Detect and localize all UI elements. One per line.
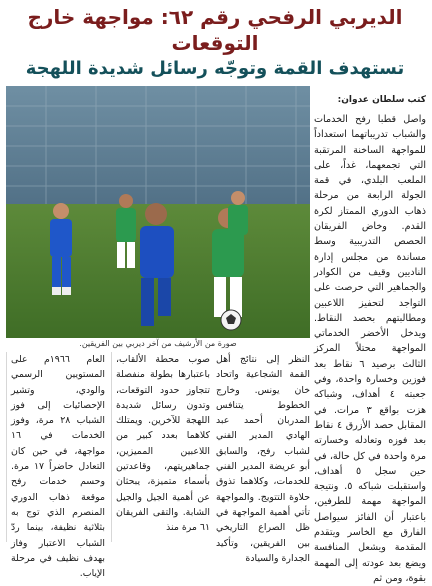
article-bottom-columns [6,352,310,580]
photo-caption: صورة من الأرشيف من آخر ديربي بين الفريقين. [79,339,237,348]
byline: كتب سلطان عدوان: [337,95,426,105]
article-column-3 [6,352,106,580]
article-column-2 [111,352,210,542]
headline-line-1: الديربي الرفحي رقم ٦٢: مواجهة خارج التوقعات [27,5,403,55]
football-photo-illustration [6,86,310,338]
article-text-right: واصل قطبا رفح الخدمات والشباب تدريباتهما استعداداً للمواجهة الساخنة المرتقبة التي تجمعهما، غداً، على الملعب البلدي، في قمة الجولة الرابعة من مرحلة ذهاب الدوري الممتاز لكرة القدم. وخاض الفريقان الحصص التدريبية وسط مساندة من مجلس إدارة الناديين وقيف من الكوادر والجماهير التي حرصت على التواجد لتحفيز اللاعبين ومطالبتهم بحصد النقاط. ويدخل الأخضر الخدماتي المواجهة محتلاً المركز الثالث برصيد ٦ نقاط بعد فوزين وخسارة واحدة، وفي جعبته ٤ أهداف، وشباكه هزت بواقع ٣ مرات. في المقابل حصد الأزرق ٤ نقاط بعد فوزه وتعادله وخسارته مرة واحدة في كل حالة، في حين سجل ٥ أهداف، واستقبلت شباكه ٥. ونتيجة المواجهة مهمة للطرفين، باعتبار أن الفائز سيواصل الفارق مع الخاسر ويتقدم المقدمة ويشعل المنافسة ويضع بعد عودته إلى المهمة بقوة، ومن ثم [314,114,426,584]
headline [4,4,426,84]
headline-line-2: تستهدف القمة وتوجّه رسائل شديدة اللهجة [25,58,405,79]
article-column-right [314,112,426,584]
article-text-3: العام ١٩٦٦م على المستويين الرسمي والودي، وتشير الإحصائيات إلى فوز الشباب ٢٨ مرة، وفوز الخدمات في ١٦ مواجهة، في حين كان التعادل حاضراً ١٧ مرة. وحسم خدمات رفح موقعة ذهاب الدوري المنصرم الذي توج به بثلاثية نظيفة، بينما ردّ الشباب الاعتبار وفاز بهدف نظيف في مرحلة الإياب. [11,354,106,580]
article-column-1 [216,352,310,564]
article-text-2: صوب محطة الألقاب، باعتبارها بطولة منفصلة تتجاوز حدود التوقعات، وتدون رسائل شديدة اللهجة للآخرين. ويمتلك كلاهما بعدد كبير من اللاعبين المميزين، جماهيريتهم، وقاعدتين بأسماء متميزة، يبحثان عن أهمية الجيل والجيل الشابة. والتقى الفريقان ٦١ مرة منذ [116,354,210,534]
match-photo [6,86,310,338]
article-text-1: النظر إلى نتائج أهل القمة الشجاعية واتحاد خان يونس. وخارج الخطوط يتنافس المدربان أحمد عبد الهادي المدير الفني لشباب رفح، والسابق أبو عريضة المدير الفني للخدمات، وكلاهما تذوق حلاوة التتويج. والمواجهة تأتي أهمية المواجهة في ظل الصراع التاريخي بين الفريقين، وتأكيد الجدارة والسيادة [216,354,310,564]
